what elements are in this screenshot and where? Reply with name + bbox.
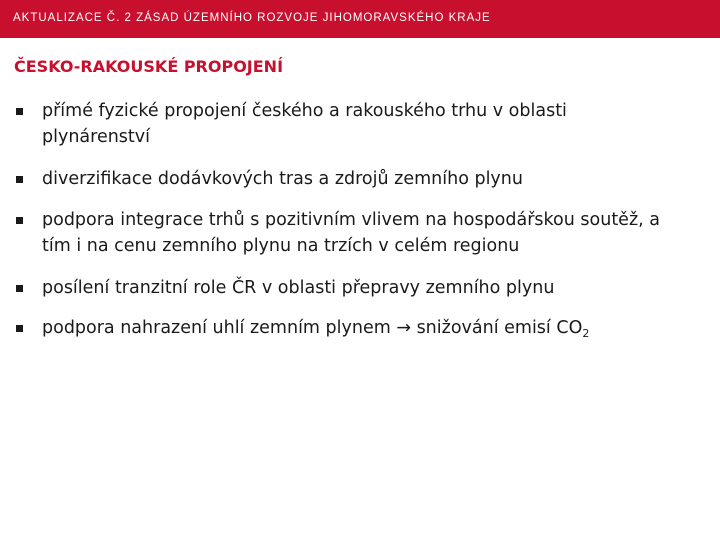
bullet-item: [16, 98, 666, 150]
square-bullet-icon: [16, 108, 23, 115]
slide-title: ČESKO-RAKOUSKÉ PROPOJENÍ: [14, 57, 284, 76]
bullet-item: [16, 275, 666, 301]
square-bullet-icon: [16, 285, 23, 292]
bullet-item: [16, 207, 666, 259]
bullet-item: [16, 315, 666, 347]
square-bullet-icon: [16, 176, 23, 183]
bullet-text: diverzifikace dodávkových tras a zdrojů zemního plynu: [42, 169, 523, 189]
bullet-text: posílení tranzitní role ČR v oblasti přepravy zemního plynu: [42, 278, 555, 298]
bullet-text-main: podpora nahrazení uhlí zemním plynem → snižování emisí CO: [42, 318, 583, 338]
header-bar: [0, 0, 720, 38]
square-bullet-icon: [16, 325, 23, 332]
header-title: AKTUALIZACE Č. 2 ZÁSAD ÚZEMNÍHO ROZVOJE JIHOMORAVSKÉHO KRAJE: [13, 12, 491, 24]
bullet-text: přímé fyzické propojení českého a rakouského trhu v oblasti plynárenství: [42, 101, 567, 147]
bullet-text: [42, 315, 666, 347]
bullet-item: [16, 166, 666, 192]
square-bullet-icon: [16, 217, 23, 224]
co2-subscript: 2: [582, 327, 590, 340]
bullet-text: podpora integrace trhů s pozitivním vlivem na hospodářskou soutěž, a tím i na cenu zemního plynu na trzích v celém regionu: [42, 210, 660, 256]
